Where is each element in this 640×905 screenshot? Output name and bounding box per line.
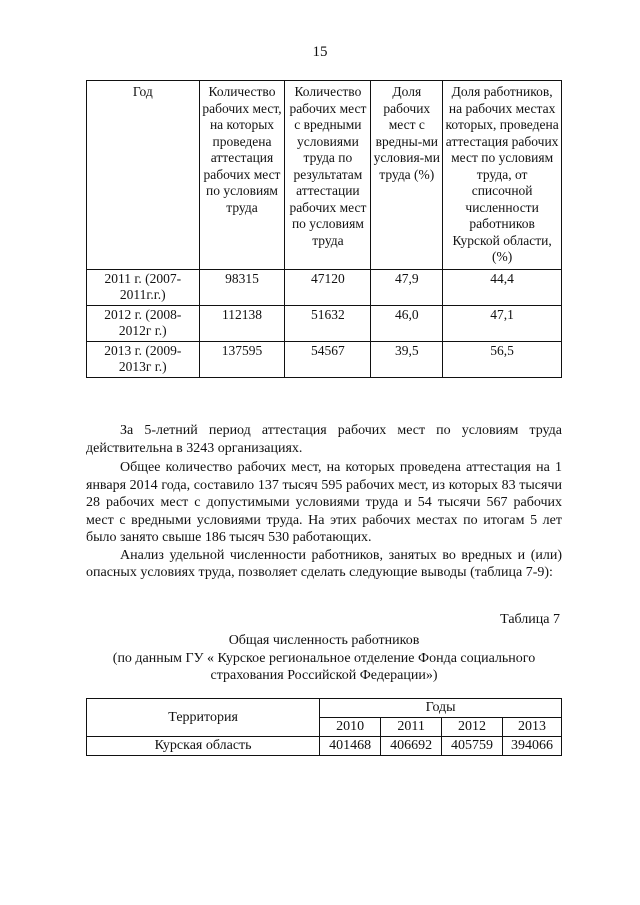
cell-value: 46,0 bbox=[371, 305, 443, 341]
table-row bbox=[87, 305, 562, 341]
table-row bbox=[87, 737, 562, 756]
table-header-row bbox=[87, 699, 562, 718]
paragraph: За 5-летний период аттестация рабочих мест по условиям труда действительна в 3243 организациях. bbox=[86, 423, 562, 456]
table-row bbox=[87, 341, 562, 377]
cell-value: 406692 bbox=[381, 737, 442, 756]
table-title-subline: (по данным ГУ « Курское региональное отделение Фонда социального страхования Российской Федерации») bbox=[112, 650, 536, 683]
cell-value: 112138 bbox=[199, 305, 285, 341]
cell-territory: Курская область bbox=[87, 737, 320, 756]
cell-value: 98315 bbox=[199, 269, 285, 305]
cell-value: 47,9 bbox=[371, 269, 443, 305]
cell-value: 137595 bbox=[199, 341, 285, 377]
table-title-line: Общая численность работников bbox=[228, 633, 420, 648]
cell-value: 394066 bbox=[503, 737, 562, 756]
table-header-row bbox=[87, 81, 562, 270]
header-workers-share: Доля работников, на рабочих местах которых, проведена аттестация рабочих мест по условиям труда, от списочной численности работников Курской области, (%) bbox=[443, 81, 562, 270]
cell-value: 51632 bbox=[285, 305, 371, 341]
cell-value: 39,5 bbox=[371, 341, 443, 377]
cell-year: 2011 г. (2007-2011г.г.) bbox=[87, 269, 200, 305]
header-year: 2013 bbox=[503, 718, 562, 737]
table-title bbox=[86, 632, 562, 685]
header-year: Год bbox=[87, 81, 200, 270]
header-year: 2012 bbox=[442, 718, 503, 737]
header-territory: Территория bbox=[87, 699, 320, 737]
cell-value: 401468 bbox=[320, 737, 381, 756]
cell-value: 47120 bbox=[285, 269, 371, 305]
cell-year: 2013 г. (2009-2013г г.) bbox=[87, 341, 200, 377]
cell-value: 405759 bbox=[442, 737, 503, 756]
cell-year: 2012 г. (2008-2012г г.) bbox=[87, 305, 200, 341]
page-number: 15 bbox=[312, 44, 328, 60]
cell-value: 44,4 bbox=[443, 269, 562, 305]
paragraph: Общее количество рабочих мест, на которых проведена аттестация на 1 января 2014 года, составило 137 тысяч 595 рабочих мест, из которых 83 тысячи 28 рабочих мест с допустимыми условиями труда и 54 тысячи 567 рабочих мест с вредными условиями труда. На этих рабочих местах по итогам 5 лет было занято свыше 186 тысяч 530 работающих. bbox=[86, 460, 562, 545]
cell-value: 54567 bbox=[285, 341, 371, 377]
header-years: Годы bbox=[320, 699, 562, 718]
paragraph: Анализ удельной численности работников, занятых во вредных и (или) опасных условиях труда, позволяет сделать следующие выводы (таблица 7-9): bbox=[86, 547, 562, 580]
header-year: 2010 bbox=[320, 718, 381, 737]
header-certified-places: Количество рабочих мест, на которых проведена аттестация рабочих мест по условиям труда bbox=[199, 81, 285, 270]
table-label: Таблица 7 bbox=[500, 612, 560, 627]
table-row bbox=[87, 269, 562, 305]
header-harmful-share: Доля рабочих мест с вредны-ми условия-ми труда (%) bbox=[371, 81, 443, 270]
workforce-table bbox=[86, 698, 562, 756]
cell-value: 47,1 bbox=[443, 305, 562, 341]
certification-table bbox=[86, 80, 562, 378]
header-year: 2011 bbox=[381, 718, 442, 737]
cell-value: 56,5 bbox=[443, 341, 562, 377]
header-harmful-places: Количество рабочих мест с вредными условиями труда по результатам аттестации рабочих мест по условиям труда bbox=[285, 81, 371, 270]
body-text bbox=[86, 422, 562, 582]
